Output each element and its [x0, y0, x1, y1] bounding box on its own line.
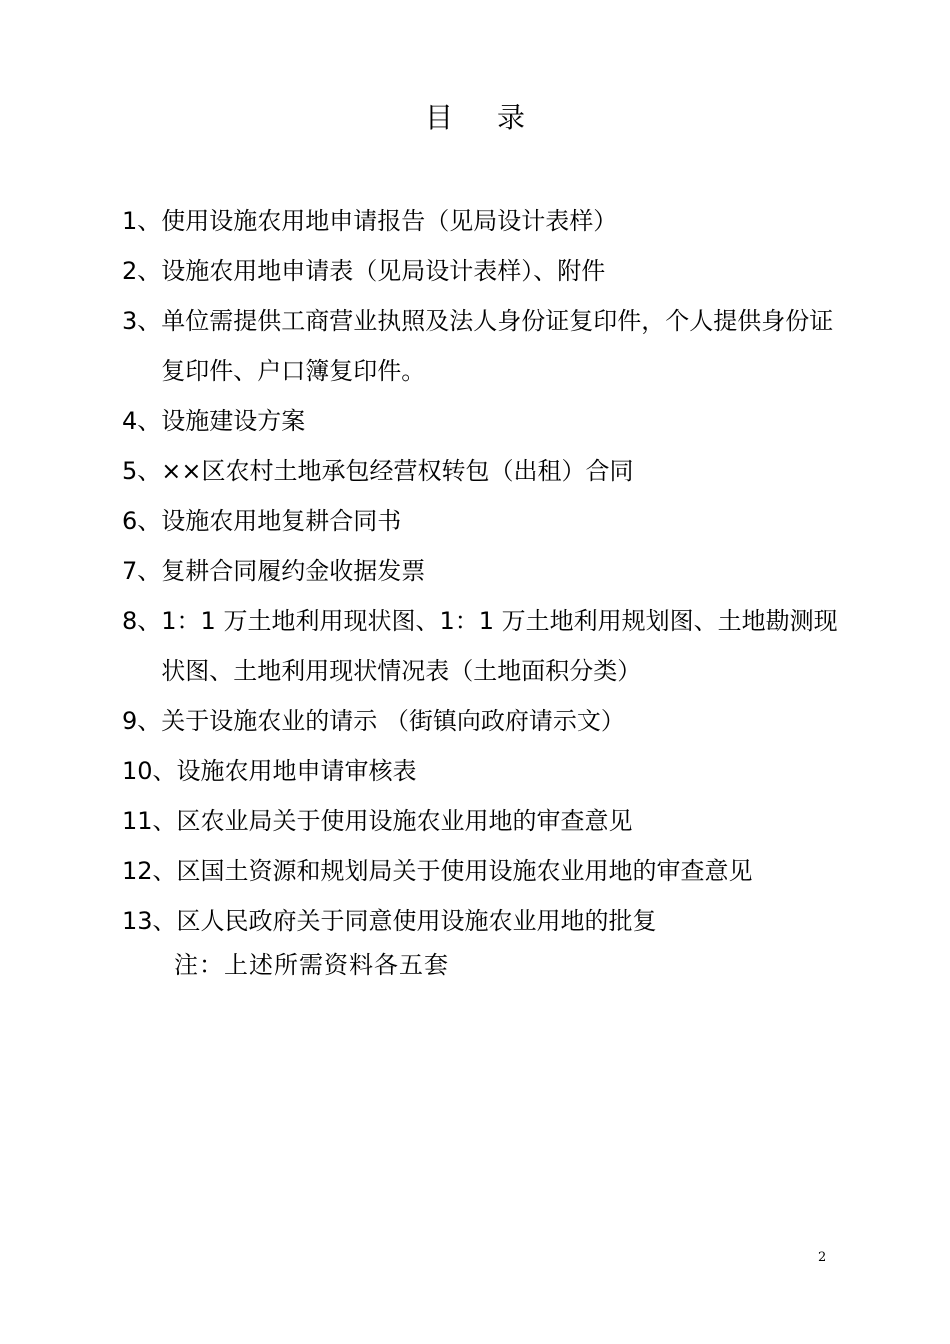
list-item [122, 546, 842, 596]
list-item-number: 8、 [122, 607, 162, 635]
list-item-text: ××区农村土地承包经营权转包（出租）合同 [161, 457, 634, 485]
list-item [122, 446, 842, 496]
list-item-number: 1、 [122, 207, 162, 235]
list-item-text: 区农业局关于使用设施农业用地的审查意见 [176, 807, 633, 835]
list-item [122, 896, 842, 946]
list-item-text: 复耕合同履约金收据发票 [161, 557, 426, 585]
list-item [122, 296, 842, 396]
list-item-number: 13、 [122, 907, 177, 935]
list-item-text: 设施农用地申请审核表 [176, 757, 417, 785]
list-item [122, 846, 842, 896]
list-item-text: 区人民政府关于同意使用设施农业用地的批复 [176, 907, 657, 935]
page-number: 2 [818, 1250, 827, 1265]
list-item [122, 746, 842, 796]
list-item-text: 设施农用地申请表（见局设计表样）、附件 [161, 257, 606, 285]
list-item-number: 10、 [122, 757, 177, 785]
list-item [122, 246, 842, 296]
list-item-number: 6、 [122, 507, 162, 535]
list-item [122, 496, 842, 546]
list-item-number: 9、 [122, 707, 162, 735]
list-item [122, 596, 842, 696]
list-item [122, 796, 842, 846]
list-item-text: 区国土资源和规划局关于使用设施农业用地的审查意见 [176, 857, 753, 885]
list-item-number: 11、 [122, 807, 177, 835]
list-item [122, 696, 842, 746]
list-item [122, 196, 842, 246]
list-item-number: 5、 [122, 457, 162, 485]
list-item-text: 1：1 万土地利用现状图、1：1 万土地利用规划图、土地勘测现状图、土地利用现状情况表（土地面积分类） [161, 607, 838, 685]
note: 注：上述所需资料各五套 [174, 951, 449, 979]
list-item-text: 设施农用地复耕合同书 [161, 507, 402, 535]
list-item-number: 4、 [122, 407, 162, 435]
list-item-text: 关于设施农业的请示 （街镇向政府请示文） [161, 707, 625, 735]
list-item-number: 2、 [122, 257, 162, 285]
list-item-text: 单位需提供工商营业执照及法人身份证复印件，个人提供身份证复印件、户口簿复印件。 [161, 307, 834, 385]
list-item [122, 396, 842, 446]
list-item-text: 设施建设方案 [161, 407, 306, 435]
page-title: 目录 [424, 101, 569, 134]
list-item-text: 使用设施农用地申请报告（见局设计表样） [161, 207, 618, 235]
list-item-number: 3、 [122, 307, 162, 335]
table-of-contents [122, 196, 842, 946]
list-item-number: 12、 [122, 857, 177, 885]
list-item-number: 7、 [122, 557, 162, 585]
